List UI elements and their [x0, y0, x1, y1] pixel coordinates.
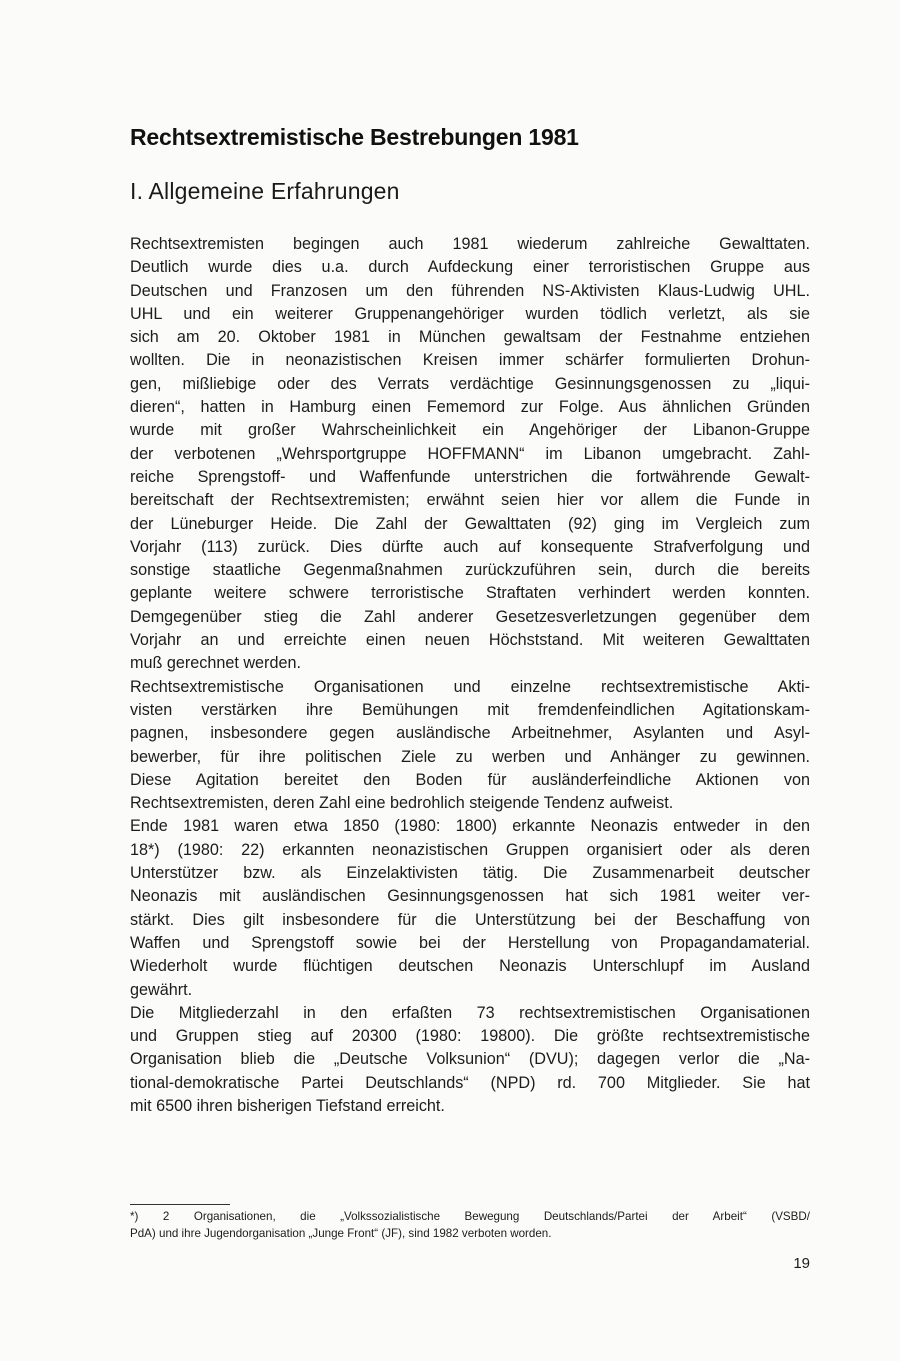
text-line: Ende 1981 waren etwa 1850 (1980: 1800) erkannte Neonazis entweder in den: [130, 817, 810, 836]
paragraph: [130, 1002, 810, 1118]
text-line: Organisation blieb die „Deutsche Volksunion“ (DVU); dagegen verlor die „Na-: [130, 1050, 810, 1069]
text-line: und Gruppen stieg auf 20300 (1980: 19800). Die größte rechtsextremistische: [130, 1027, 810, 1046]
text-line: gen, mißliebige oder des Verrats verdächtige Gesinnungsgenossen zu „liqui-: [130, 374, 810, 393]
text-line: bereitschaft der Rechtsextremisten; erwähnt seien hier vor allem die Funde in: [130, 491, 810, 510]
text-line: reiche Sprengstoff- und Waffenfunde unterstrichen die fortwährende Gewalt-: [130, 467, 810, 486]
text-line: muß gerechnet werden.: [130, 654, 301, 673]
page-title: Rechtsextremistische Bestrebungen 1981: [130, 124, 579, 150]
text-line: Rechtsextremistische Organisationen und einzelne rechtsextremistische Akti-: [130, 677, 810, 696]
footnote-divider: [130, 1204, 230, 1205]
text-line: Deutlich wurde dies u.a. durch Aufdeckung einer terroristischen Gruppe aus: [130, 258, 810, 277]
text-line: wurde mit großer Wahrscheinlichkeit ein Angehöriger der Libanon-Gruppe: [130, 421, 810, 440]
page-number: 19: [793, 1255, 810, 1272]
footnote-line: *) 2 Organisationen, die „Volkssozialistische Bewegung Deutschlands/Partei der Arbeit“ (VSBD/: [130, 1210, 810, 1223]
text-line: der verbotenen „Wehrsportgruppe HOFFMANN“ im Libanon umgebracht. Zahl-: [130, 444, 810, 463]
text-line: pagnen, insbesondere gegen ausländische Arbeitnehmer, Asylanten und Asyl-: [130, 724, 810, 743]
text-line: dieren“, hatten in Hamburg einen Fememord zur Folge. Aus ähnlichen Gründen: [130, 398, 810, 417]
text-line: UHL und ein weiterer Gruppenangehöriger wurden tödlich verletzt, als sie: [130, 304, 810, 323]
text-line: Die Mitgliederzahl in den erfaßten 73 rechtsextremistischen Organisationen: [130, 1003, 810, 1022]
text-line: stärkt. Dies gilt insbesondere für die Unterstützung bei der Beschaffung von: [130, 910, 810, 929]
text-line: der Lüneburger Heide. Die Zahl der Gewalttaten (92) ging im Vergleich zum: [130, 514, 810, 533]
text-line: Deutschen und Franzosen um den führenden NS-Aktivisten Klaus-Ludwig UHL.: [130, 281, 810, 300]
text-line: Vorjahr (113) zurück. Dies dürfte auch auf konsequente Strafverfolgung und: [130, 537, 810, 556]
paragraph: [130, 233, 810, 676]
text-line: Diese Agitation bereitet den Boden für ausländerfeindliche Aktionen von: [130, 770, 810, 789]
section-heading: I. Allgemeine Erfahrungen: [130, 178, 400, 204]
text-line: Waffen und Sprengstoff sowie bei der Herstellung von Propagandamaterial.: [130, 933, 810, 952]
paragraph: [130, 815, 810, 1001]
text-line: geplante weitere schwere terroristische Straftaten verhindert werden konnten.: [130, 584, 810, 603]
text-line: mit 6500 ihren bisherigen Tiefstand erreicht.: [130, 1096, 445, 1115]
body-text: [130, 233, 810, 1118]
text-line: wollten. Die in neonazistischen Kreisen immer schärfer formulierten Drohun-: [130, 351, 810, 370]
text-line: sich am 20. Oktober 1981 in München gewaltsam der Festnahme entziehen: [130, 328, 810, 347]
text-line: Rechtsextremisten begingen auch 1981 wiederum zahlreiche Gewalttaten.: [130, 235, 810, 253]
text-line: Demgegenüber stieg die Zahl anderer Gesetzesverletzungen gegenüber dem: [130, 607, 810, 626]
text-line: Unterstützer bzw. als Einzelaktivisten tätig. Die Zusammenarbeit deutscher: [130, 864, 810, 883]
text-line: tional-demokratische Partei Deutschlands“ (NPD) rd. 700 Mitglieder. Sie hat: [130, 1073, 810, 1092]
text-line: 18*) (1980: 22) erkannten neonazistischen Gruppen organisiert oder als deren: [130, 840, 810, 859]
text-line: Rechtsextremisten, deren Zahl eine bedrohlich steigende Tendenz aufweist.: [130, 794, 674, 813]
text-line: bewerber, für ihre politischen Ziele zu werben und Anhänger zu gewinnen.: [130, 747, 810, 766]
paragraph: [130, 676, 810, 816]
footnote: [130, 1208, 810, 1242]
text-line: Neonazis mit ausländischen Gesinnungsgenossen hat sich 1981 weiter ver-: [130, 887, 810, 906]
text-line: sonstige staatliche Gegenmaßnahmen zurückzuführen sein, durch die bereits: [130, 561, 810, 580]
text-line: Wiederholt wurde flüchtigen deutschen Neonazis Unterschlupf im Ausland: [130, 957, 810, 976]
footnote-line: PdA) und ihre Jugendorganisation „Junge Front“ (JF), sind 1982 verboten worden.: [130, 1227, 552, 1240]
text-line: Vorjahr an und erreichte einen neuen Höchststand. Mit weiteren Gewalttaten: [130, 631, 810, 650]
text-line: gewährt.: [130, 980, 193, 999]
text-line: visten verstärken ihre Bemühungen mit fremdenfeindlichen Agitationskam-: [130, 700, 810, 719]
